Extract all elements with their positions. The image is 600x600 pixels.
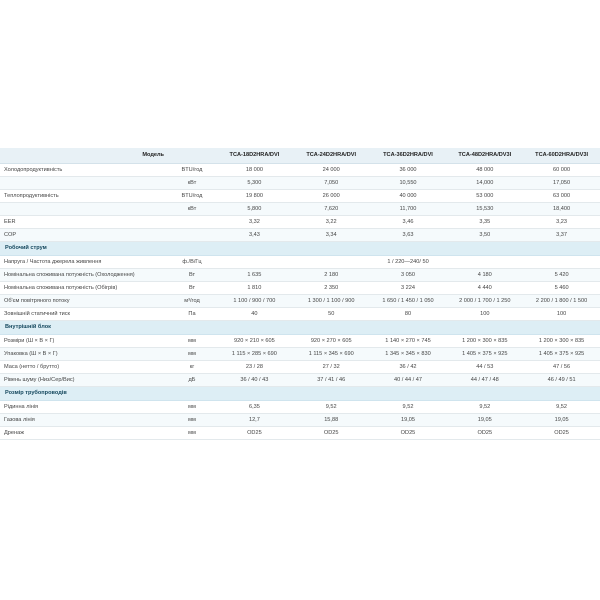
row-value-5: 3,37 [523, 228, 600, 241]
row-value-2: 1 300 / 1 100 / 900 [293, 294, 370, 307]
row-value-2: 15,88 [293, 413, 370, 426]
table-row [0, 294, 600, 307]
row-unit: мм [168, 347, 216, 360]
row-value-5: 100 [523, 307, 600, 320]
row-value-3: 10,550 [370, 176, 447, 189]
row-value-4: 19,05 [446, 413, 523, 426]
row-parameter-label: Дренаж [0, 426, 168, 439]
header-model-4: TCA-48D2HRA/DV3I [446, 148, 523, 163]
table-row [0, 400, 600, 413]
row-unit: мм [168, 334, 216, 347]
row-value-1: 1 635 [216, 268, 293, 281]
row-value-5: 5 460 [523, 281, 600, 294]
table-row [0, 347, 600, 360]
row-parameter-label: Рівень шуму (Низ/Сер/Вис) [0, 373, 168, 386]
row-value-4: 3,35 [446, 215, 523, 228]
row-value-2: 920 × 270 × 605 [293, 334, 370, 347]
row-value-4: 3,50 [446, 228, 523, 241]
row-unit: мм [168, 400, 216, 413]
row-parameter-label [0, 202, 168, 215]
header-unit-cell [168, 148, 216, 163]
row-value-3: 1 140 × 270 × 745 [370, 334, 447, 347]
row-value-3: 40 / 44 / 47 [370, 373, 447, 386]
row-unit: Па [168, 307, 216, 320]
specification-table [0, 148, 600, 440]
row-value-1: 36 / 40 / 43 [216, 373, 293, 386]
table-row [0, 413, 600, 426]
row-parameter-label: Газова лінія [0, 413, 168, 426]
table-row [0, 228, 600, 241]
row-value-1: OD25 [216, 426, 293, 439]
row-value-3: 1 650 / 1 450 / 1 050 [370, 294, 447, 307]
row-value-1: 12,7 [216, 413, 293, 426]
header-model-label: Модель [0, 148, 168, 163]
header-model-1: TCA-18D2HRA/DVI [216, 148, 293, 163]
row-value-4: 44 / 47 / 48 [446, 373, 523, 386]
table-section-row [0, 241, 600, 255]
row-value-5: 2 200 / 1 800 / 1 500 [523, 294, 600, 307]
table-row [0, 334, 600, 347]
row-value-5: 1 405 × 375 × 925 [523, 347, 600, 360]
row-value-3: OD25 [370, 426, 447, 439]
row-value-2: 2 350 [293, 281, 370, 294]
row-parameter-label: Номінальна споживана потужність (Охолодження) [0, 268, 168, 281]
row-value-2: 50 [293, 307, 370, 320]
row-value-5: 3,23 [523, 215, 600, 228]
row-parameter-label: Зовнішній статичний тиск [0, 307, 168, 320]
table-row [0, 255, 600, 268]
row-value-1: 6,35 [216, 400, 293, 413]
row-parameter-label: Упаковка (Ш × В × Г) [0, 347, 168, 360]
row-value-2: 9,52 [293, 400, 370, 413]
row-value-4: 14,000 [446, 176, 523, 189]
row-value-1: 23 / 28 [216, 360, 293, 373]
section-title: Розмір трубопроводів [0, 386, 600, 400]
row-value-2: 2 180 [293, 268, 370, 281]
row-value-2: 27 / 32 [293, 360, 370, 373]
row-value-4: 2 000 / 1 700 / 1 250 [446, 294, 523, 307]
row-value-3: 19,05 [370, 413, 447, 426]
table-header-row [0, 148, 600, 163]
table-row [0, 189, 600, 202]
row-value-1: 3,32 [216, 215, 293, 228]
row-value-3: 3,46 [370, 215, 447, 228]
row-value-4: 4 180 [446, 268, 523, 281]
row-value-3: 3 050 [370, 268, 447, 281]
row-unit: мм [168, 426, 216, 439]
row-value-3: 36 000 [370, 163, 447, 176]
row-value-2: 3,22 [293, 215, 370, 228]
row-value-4: 53 000 [446, 189, 523, 202]
specification-table-container [0, 148, 600, 440]
row-value-5: 1 200 × 300 × 835 [523, 334, 600, 347]
row-value-5: 18,400 [523, 202, 600, 215]
row-value-4: 1 200 × 300 × 835 [446, 334, 523, 347]
row-value-4: 48 000 [446, 163, 523, 176]
row-value-5: 47 / 56 [523, 360, 600, 373]
row-value-1: 1 115 × 285 × 690 [216, 347, 293, 360]
row-value-5: 9,52 [523, 400, 600, 413]
row-parameter-label: Теплопродуктивність [0, 189, 168, 202]
row-value-5: 19,05 [523, 413, 600, 426]
row-value-5: 63 000 [523, 189, 600, 202]
row-value-2: 26 000 [293, 189, 370, 202]
table-row [0, 281, 600, 294]
row-parameter-label: Напруга / Частота джерела живлення [0, 255, 168, 268]
row-value-4: 9,52 [446, 400, 523, 413]
row-value-5: OD25 [523, 426, 600, 439]
row-value-1: 18 000 [216, 163, 293, 176]
row-value-2: 1 115 × 345 × 690 [293, 347, 370, 360]
row-value-2: OD25 [293, 426, 370, 439]
row-value-merged: 1 / 220—240/ 50 [216, 255, 600, 268]
row-unit [168, 228, 216, 241]
row-value-1: 19 800 [216, 189, 293, 202]
row-value-3: 40 000 [370, 189, 447, 202]
row-value-2: 7,620 [293, 202, 370, 215]
row-value-1: 5,800 [216, 202, 293, 215]
row-value-5: 46 / 49 / 51 [523, 373, 600, 386]
row-parameter-label: Розміри (Ш × В × Г) [0, 334, 168, 347]
row-value-5: 60 000 [523, 163, 600, 176]
table-section-row [0, 320, 600, 334]
row-unit: кг [168, 360, 216, 373]
table-row [0, 426, 600, 439]
row-value-2: 37 / 41 / 46 [293, 373, 370, 386]
row-value-2: 24 000 [293, 163, 370, 176]
header-model-3: TCA-36D2HRA/DVI [370, 148, 447, 163]
table-row [0, 268, 600, 281]
specification-table-body [0, 148, 600, 439]
row-unit: BTU/год [168, 163, 216, 176]
row-value-3: 3 224 [370, 281, 447, 294]
section-title: Робочий струм [0, 241, 600, 255]
row-value-4: 15,530 [446, 202, 523, 215]
row-parameter-label [0, 176, 168, 189]
row-value-3: 1 345 × 345 × 830 [370, 347, 447, 360]
row-value-4: 100 [446, 307, 523, 320]
table-row [0, 307, 600, 320]
row-value-2: 3,34 [293, 228, 370, 241]
row-value-1: 40 [216, 307, 293, 320]
row-unit: ф./В/Гц [168, 255, 216, 268]
row-unit: мм [168, 413, 216, 426]
row-unit [168, 215, 216, 228]
row-value-3: 11,700 [370, 202, 447, 215]
row-unit: дБ [168, 373, 216, 386]
row-parameter-label: COP [0, 228, 168, 241]
table-row [0, 215, 600, 228]
row-unit: кВт [168, 202, 216, 215]
table-row [0, 360, 600, 373]
row-value-5: 5 420 [523, 268, 600, 281]
row-unit: Вт [168, 281, 216, 294]
header-model-5: TCA-60D2HRA/DV3I [523, 148, 600, 163]
row-value-1: 1 100 / 900 / 700 [216, 294, 293, 307]
row-parameter-label: Холодопродуктивність [0, 163, 168, 176]
row-parameter-label: Об'єм повітряного потоку [0, 294, 168, 307]
row-unit: кВт [168, 176, 216, 189]
row-value-5: 17,050 [523, 176, 600, 189]
row-value-2: 7,050 [293, 176, 370, 189]
row-value-4: 44 / 53 [446, 360, 523, 373]
row-value-3: 36 / 42 [370, 360, 447, 373]
row-value-1: 920 × 210 × 605 [216, 334, 293, 347]
table-section-row [0, 386, 600, 400]
row-value-3: 3,63 [370, 228, 447, 241]
row-value-4: 4 440 [446, 281, 523, 294]
table-row [0, 163, 600, 176]
row-value-3: 80 [370, 307, 447, 320]
row-parameter-label: Рідинна лінія [0, 400, 168, 413]
row-value-1: 5,300 [216, 176, 293, 189]
row-value-1: 3,43 [216, 228, 293, 241]
table-row [0, 373, 600, 386]
row-unit: Вт [168, 268, 216, 281]
header-model-2: TCA-24D2HRA/DVI [293, 148, 370, 163]
row-parameter-label: Маса (нетто / брутто) [0, 360, 168, 373]
section-title: Внутрішній блок [0, 320, 600, 334]
row-value-1: 1 810 [216, 281, 293, 294]
row-value-4: OD25 [446, 426, 523, 439]
table-row [0, 202, 600, 215]
row-unit: м³/год [168, 294, 216, 307]
row-parameter-label: Номінальна споживана потужність (Обігрів) [0, 281, 168, 294]
table-row [0, 176, 600, 189]
row-value-3: 9,52 [370, 400, 447, 413]
row-value-4: 1 405 × 375 × 925 [446, 347, 523, 360]
row-parameter-label: EER [0, 215, 168, 228]
row-unit: BTU/год [168, 189, 216, 202]
